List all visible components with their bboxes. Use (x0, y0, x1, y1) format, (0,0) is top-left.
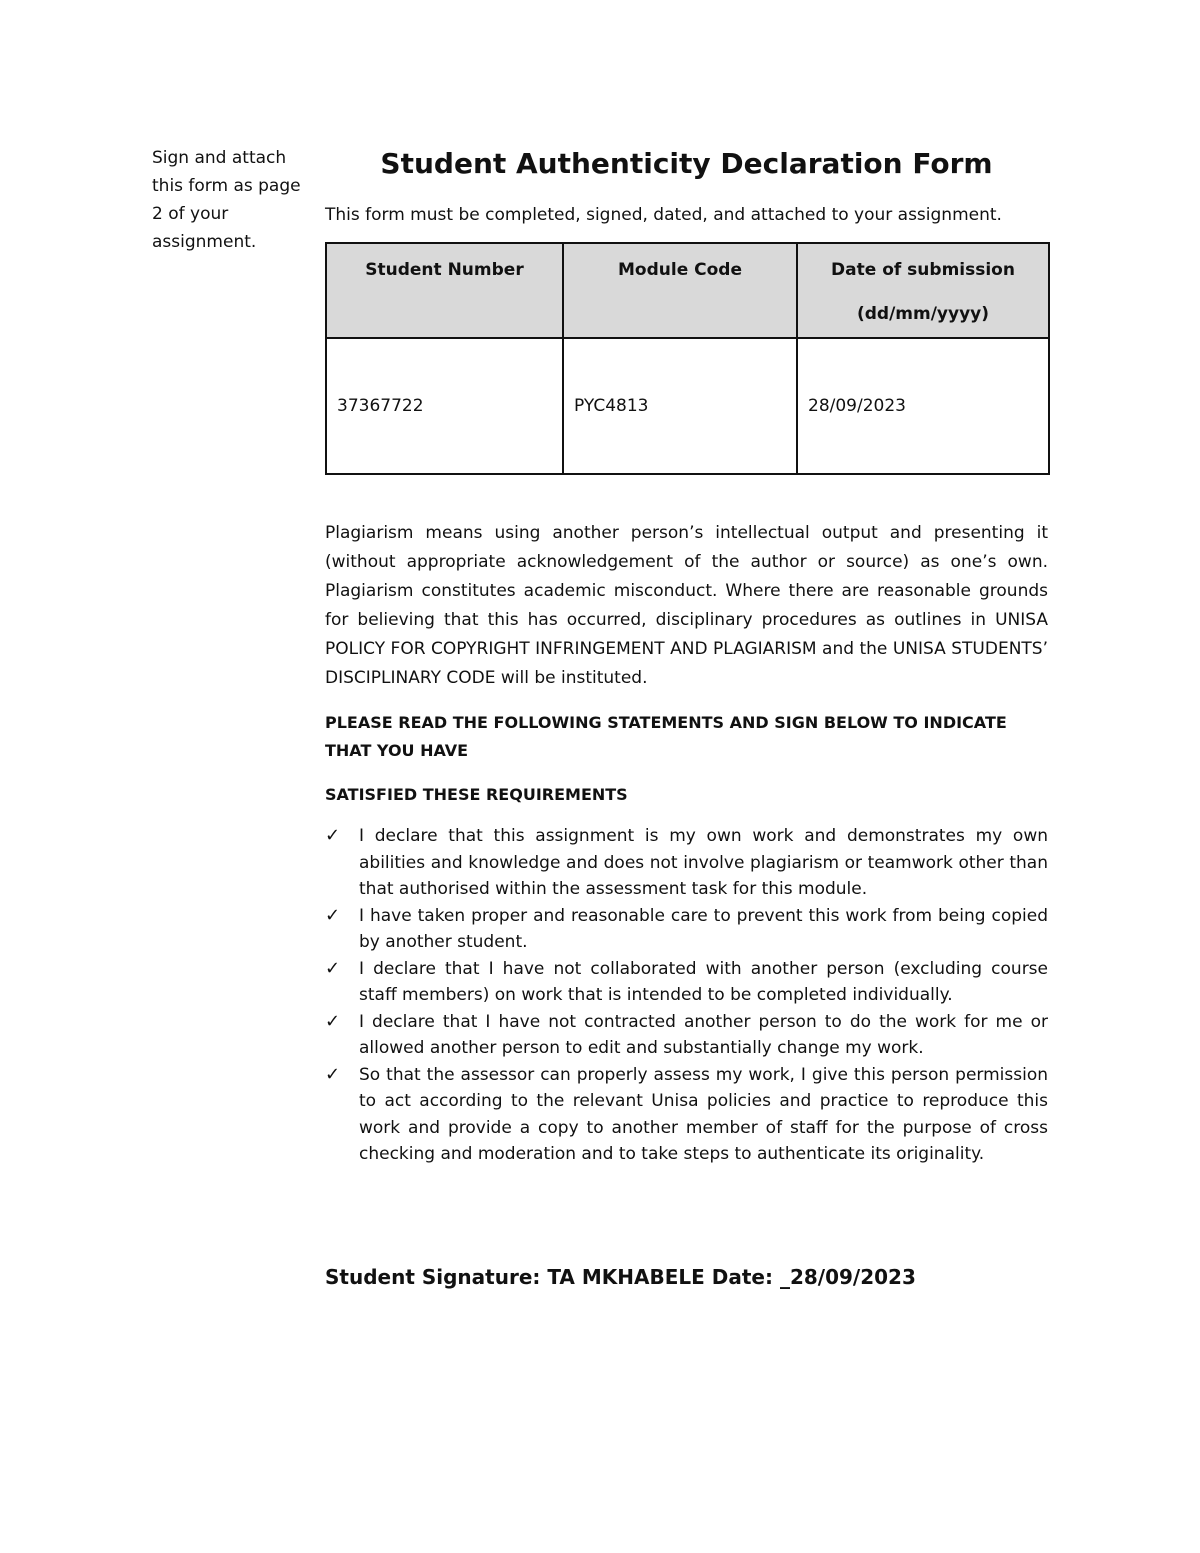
table-row (326, 338, 1049, 474)
list-item (325, 1062, 1048, 1168)
header-date-format: (dd/mm/yyyy) (856, 304, 990, 324)
instruction-heading: PLEASE READ THE FOLLOWING STATEMENTS AND SIGN BELOW TO INDICATE THAT YOU HAVE (325, 713, 1007, 760)
check-icon: ✓ (325, 957, 341, 979)
header-label: Date of submission (831, 260, 1015, 280)
student-number-value: 37367722 (326, 338, 563, 474)
submission-date-value: 28/09/2023 (797, 338, 1049, 474)
check-icon: ✓ (325, 1010, 341, 1032)
check-icon: ✓ (325, 825, 341, 846)
table-header-row (326, 243, 1049, 338)
header-date-of-submission (797, 243, 1049, 338)
instruction-subheading: SATISFIED THESE REQUIREMENTS (325, 785, 628, 804)
header-label: Student Number (365, 260, 524, 280)
plagiarism-paragraph: Plagiarism means using another person’s intellectual output and presenting it (without appropriate acknowledgement of the author or source) as one’s own. Plagiarism constitutes academic misconduct. Where there are reasonable grounds for believing that this has occurred, disciplinary procedures as outlines in UNISA POLICY FOR COPYRIGHT INFRINGEMENT AND PLAGIARISM and the UNISA STUDENTS’ DISCIPLINARY CODE will be instituted. (325, 523, 1048, 688)
list-item (325, 1009, 1048, 1062)
list-item (325, 956, 1048, 1009)
side-note-line: this form as page (152, 176, 301, 196)
side-note-line: assignment. (152, 232, 257, 252)
side-note-line: 2 of your (152, 204, 229, 224)
header-label: Module Code (618, 260, 742, 280)
statement-list (325, 823, 1048, 1168)
statement-text: I declare that this assignment is my own work and demonstrates my own abilities and knowledge and does not involve plagiarism or teamwork other than that authorised within the assessment task for this module. (359, 826, 1048, 899)
form-body (325, 140, 1048, 1292)
header-student-number (326, 243, 563, 338)
list-item (325, 903, 1048, 956)
check-icon: ✓ (325, 1063, 341, 1085)
statement-text: I have taken proper and reasonable care to prevent this work from being copied by another student. (359, 905, 1048, 952)
module-code-value: PYC4813 (563, 338, 797, 474)
statement-text: So that the assessor can properly assess my work, I give this person permission to act according to the relevant Unisa policies and practice to reproduce this work and provide a copy to another member of staff for the purpose of cross checking and moderation and to take steps to authenticate its originality. (359, 1064, 1048, 1164)
side-note (152, 144, 312, 256)
page-title: Student Authenticity Declaration Form (380, 147, 993, 180)
side-note-line: Sign and attach (152, 148, 287, 168)
details-table (325, 242, 1050, 475)
intro-text: This form must be completed, signed, dated, and attached to your assignment. (325, 205, 1002, 225)
header-module-code (563, 243, 797, 338)
signature-line: Student Signature: TA MKHABELE Date: _28/09/2023 (325, 1264, 916, 1289)
check-icon: ✓ (325, 904, 341, 926)
list-item (325, 823, 1048, 903)
statement-text: I declare that I have not contracted another person to do the work for me or allowed another person to edit and substantially change my work. (359, 1011, 1048, 1058)
statement-text: I declare that I have not collaborated with another person (excluding course staff members) on work that is intended to be completed individually. (359, 958, 1048, 1005)
